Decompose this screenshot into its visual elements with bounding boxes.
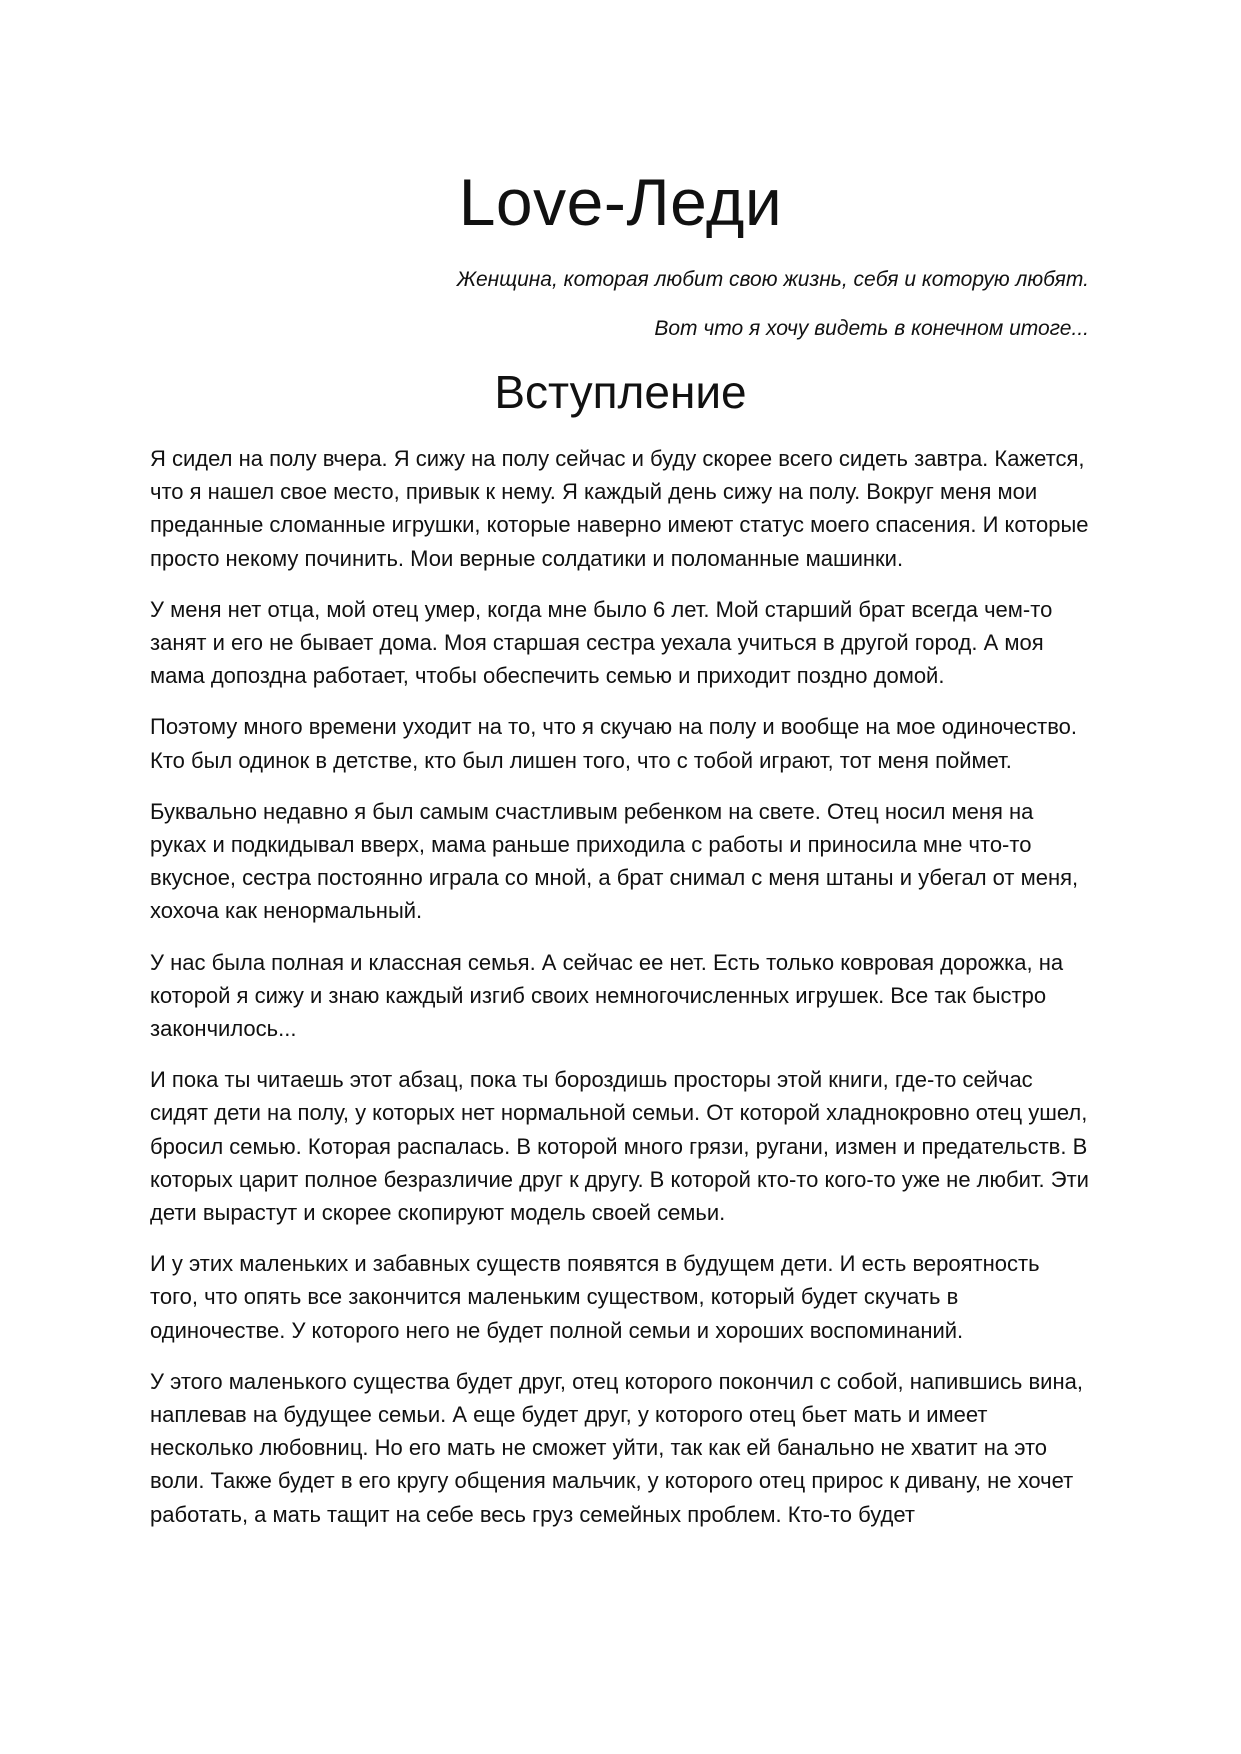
paragraph: У этого маленького существа будет друг, отец которого покончил с собой, напившись вина, наплевав на будущее семьи. А еще будет друг, у которого отец бьет мать и имеет несколько любовниц. Но его мать не сможет уйти, так как ей банально не хватит на это воли. Также будет в его кругу общения мальчик, у которого отец прирос к дивану, не хочет работать, а мать тащит на себе весь груз семейных проблем. Кто-то будет xyxy=(150,1368,1083,1527)
paragraph: Я сидел на полу вчера. Я сижу на полу сейчас и буду скорее всего сидеть завтра. Кажется, что я нашел свое место, привык к нему. Я каждый день сижу на полу. Вокруг меня мои преданные сломанные игрушки, которые наверно имеют статус моего спасения. И которые просто некому починить. Мои верные солдатики и поломанные машинки. xyxy=(150,446,1089,571)
epigraph-line-1: Женщина, которая любит свою жизнь, себя и которую любят. xyxy=(456,268,1089,291)
paragraph: И у этих маленьких и забавных существ появятся в будущем дети. И есть вероятность того, что опять все закончится маленьким существом, который будет скучать в одиночестве. У которого него не будет полной семьи и хороших воспоминаний. xyxy=(150,1251,1040,1343)
paragraph: Буквально недавно я был самым счастливым ребенком на свете. Отец носил меня на руках и подкидывал вверх, мама раньше приходила с работы и приносила мне что-то вкусное, сестра постоянно играла со мной, а брат снимал с меня штаны и убегал от меня, хохоча как ненормальный. xyxy=(150,798,1079,924)
document-title: Love-Леди xyxy=(458,165,783,239)
paragraph: У нас была полная и классная семья. А сейчас ее нет. Есть только ковровая дорожка, на которой я сижу и знаю каждый изгиб своих немногочисленных игрушек. Все так быстро закончилось... xyxy=(150,949,1064,1042)
paragraph: У меня нет отца, мой отец умер, когда мне было 6 лет. Мой старший брат всегда чем-то занят и его не бывает дома. Моя старшая сестра уехала учиться в другой город. А моя мама допоздна работает, чтобы обеспечить семью и приходит поздно домой. xyxy=(150,596,1053,689)
body-text xyxy=(150,442,1090,1549)
paragraph: И пока ты читаешь этот абзац, пока ты бороздишь просторы этой книги, где-то сейчас сидят дети на полу, у которых нет нормальной семьи. От которой хладнокровно отец ушел, бросил семью. Которая распалась. В которой много грязи, ругани, измен и предательств. В которых царит полное безразличие друг к другу. В которой кто-то кого-то уже не любит. Эти дети вырастут и скорее скопируют модель своей семьи. xyxy=(150,1067,1089,1226)
paragraph: Поэтому много времени уходит на то, что я скучаю на полу и вообще на мое одиночество. Кто был одинок в детстве, кто был лишен того, что с тобой играют, тот меня поймет. xyxy=(150,714,1078,773)
epigraph-line-2: Вот что я хочу видеть в конечном итоге... xyxy=(654,317,1089,340)
section-heading: Вступление xyxy=(494,366,747,418)
